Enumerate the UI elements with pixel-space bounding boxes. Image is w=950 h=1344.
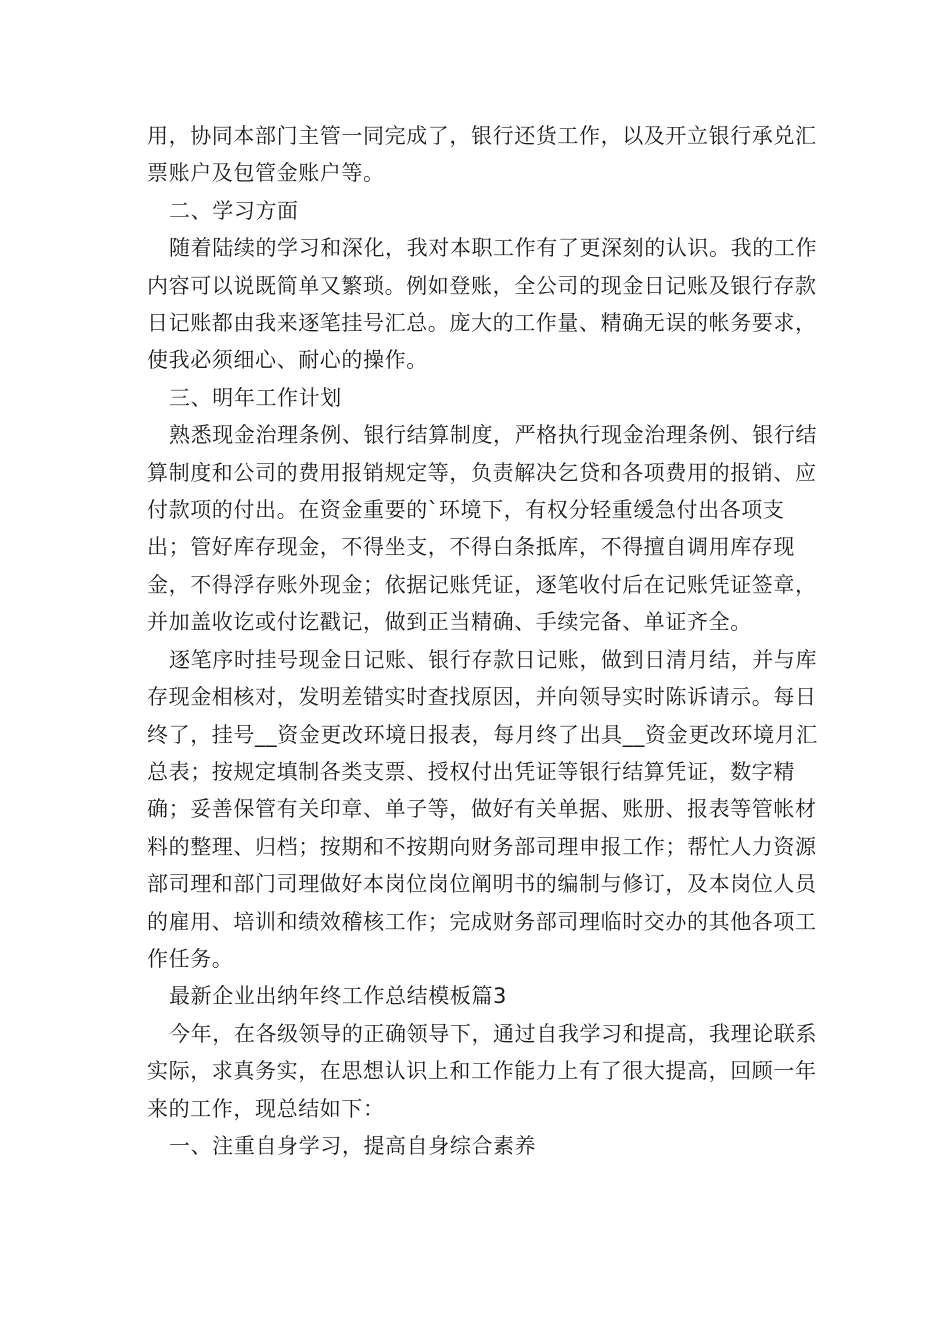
section-heading-self-study: 一、注重自身学习，提高自身综合素养 [169,1133,537,1158]
paragraph-plan-cash: 熟悉现金治理条例、银行结算制度，严格执行现金治理条例、银行结算制度和公司的费用报销规定等，负责解决乞贷和各项费用的报销、应付款项的付出。在资金重要的`环境下，有权分轻重缓急付出各项支出；管好库存现金，不得坐支，不得白条抵库，不得擅自调用库存现金，不得浮存账外现金；依据记账凭证，逐笔收付后在记账凭证签章，并加盖收讫或付讫戳记，做到正当精确、手续完备、单证齐全。 [147,423,818,635]
document-body [147,118,827,1165]
paragraph-plan-ledger: 逐笔序时挂号现金日记账、银行存款日记账，做到日清月结，并与库存现金相核对，发明差错实时查找原因，并向领导实时陈诉请示。每日终了，挂号__资金更改环境日报表，每月终了出具__资金更改环境月汇总表；按规定填制各类支票、授权付出凭证等银行结算凭证，数字精确；妥善保管有关印章、单子等，做好有关单据、账册、报表等管帐材料的整理、归档；按期和不按期向财务部司理申报工作；帮忙人力资源部司理和部门司理做好本岗位岗位阐明书的编制与修订，及本岗位人员的雇用、培训和绩效稽核工作；完成财务部司理临时交办的其他各项工作任务。 [147,647,818,971]
paragraph-continuation: 用，协同本部门主管一同完成了，银行还货工作，以及开立银行承兑汇票账户及包管金账户等。 [147,124,817,186]
section-heading-study: 二、学习方面 [169,198,299,223]
article-title: 最新企业出纳年终工作总结模板篇3 [169,984,508,1009]
paragraph-intro: 今年，在各级领导的正确领导下，通过自我学习和提高，我理论联系实际，求真务实，在思想认识上和工作能力上有了很大提高，回顾一年来的工作，现总结如下： [147,1021,818,1121]
paragraph-study: 随着陆续的学习和深化，我对本职工作有了更深刻的认识。我的工作内容可以说既简单又繁琐。例如登账，全公司的现金日记账及银行存款日记账都由我来逐笔挂号汇总。庞大的工作量、精确无误的帐务要求，使我必须细心、耐心的操作。 [147,236,818,373]
section-heading-next-year-plan: 三、明年工作计划 [169,385,342,410]
